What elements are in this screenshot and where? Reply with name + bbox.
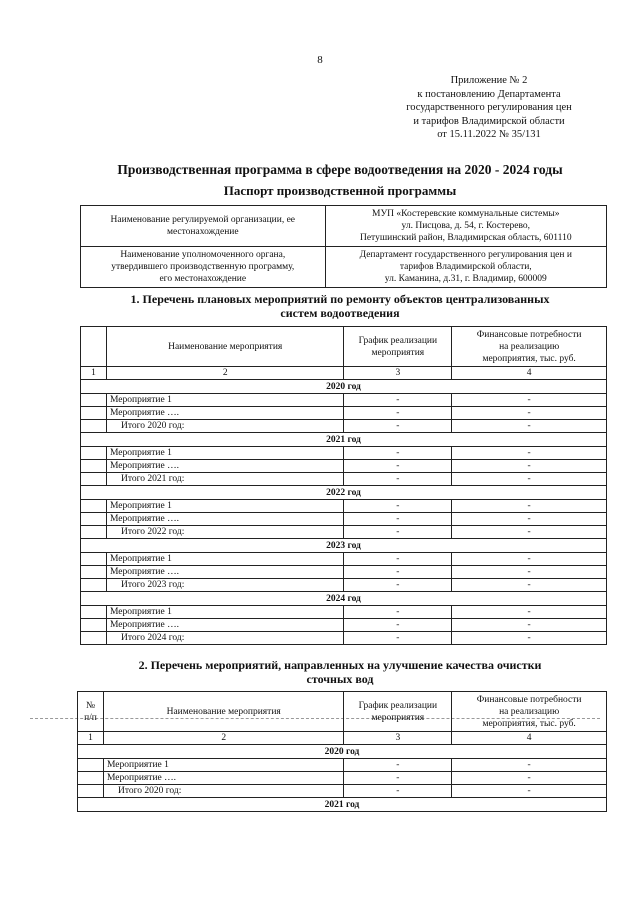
section1-measure-name: Мероприятие …. (106, 407, 343, 420)
section2-year-row (78, 798, 607, 812)
section2-column-number: 3 (344, 732, 452, 745)
section1-total-name: Итого 2024 год: (106, 632, 343, 645)
section1-measure-row (81, 447, 607, 460)
section1-measure-num (81, 553, 107, 566)
section1-year-label: 2021 год (81, 433, 607, 447)
section1-total-schedule: - (344, 420, 452, 433)
section1-measure-schedule: - (344, 394, 452, 407)
passport-value-line: ул. Каманина, д.31, г. Владимир, 600009 (384, 274, 547, 284)
section1-header-finance (452, 327, 607, 367)
passport-value-line: ул. Писцова, д. 54, г. Костерево, (401, 221, 531, 231)
section2-year-label: 2021 год (78, 798, 607, 812)
section1-measure-finance: - (452, 606, 607, 619)
section1-year-row (81, 433, 607, 447)
section1-measure-row (81, 460, 607, 473)
section2-header-schedule-line: График реализации (358, 700, 438, 711)
section2-header-row (78, 692, 607, 732)
section1-header-finance-line: Финансовые потребности (476, 329, 582, 340)
section1-total-num (81, 526, 107, 539)
section2-header-finance-line: мероприятия, тыс. руб. (482, 718, 576, 729)
section2-title (0, 658, 640, 686)
section1-column-number: 2 (106, 367, 343, 380)
section1-total-schedule: - (344, 526, 452, 539)
section1-total-num (81, 632, 107, 645)
section1-measure-num (81, 606, 107, 619)
section1-measure-row (81, 500, 607, 513)
section1-year-row (81, 539, 607, 553)
section1-measure-schedule: - (344, 500, 452, 513)
section1-measure-schedule: - (344, 606, 452, 619)
section1-total-name: Итого 2021 год: (106, 473, 343, 486)
section1-measure-name: Мероприятие …. (106, 513, 343, 526)
section1-year-row (81, 486, 607, 500)
section2-header-finance (452, 692, 607, 732)
appendix-line: к постановлению Департамента (417, 88, 561, 100)
section2-header-finance-line: Финансовые потребности (476, 694, 582, 705)
section1-measure-finance: - (452, 513, 607, 526)
section1-total-row (81, 632, 607, 645)
section1-measure-row (81, 553, 607, 566)
passport-row (81, 247, 607, 288)
section1-measure-name: Мероприятие …. (106, 566, 343, 579)
section2-header-name: Наименование мероприятия (103, 692, 343, 732)
section2-column-number: 2 (103, 732, 343, 745)
section2-measure-row (78, 772, 607, 785)
section1-measure-name: Мероприятие 1 (106, 606, 343, 619)
section1-measure-schedule: - (344, 553, 452, 566)
section1-measure-finance: - (452, 619, 607, 632)
section1-measure-name: Мероприятие …. (106, 619, 343, 632)
section1-total-num (81, 579, 107, 592)
section1-column-number: 4 (452, 367, 607, 380)
passport-value-line: тарифов Владимирской области, (399, 262, 532, 272)
section1-total-finance: - (452, 473, 607, 486)
section1-total-row (81, 579, 607, 592)
section1-measure-row (81, 513, 607, 526)
page-number: 8 (317, 54, 323, 66)
section1-total-row (81, 420, 607, 433)
passport-title: Паспорт производственной программы (223, 183, 457, 198)
section1-measure-num (81, 566, 107, 579)
section1-measure-num (81, 394, 107, 407)
section1-measure-finance: - (452, 500, 607, 513)
section1-year-row (81, 380, 607, 394)
section2-total-schedule: - (344, 785, 452, 798)
section2-total-num (78, 785, 104, 798)
section1-total-name: Итого 2020 год: (106, 420, 343, 433)
section1-year-row (81, 592, 607, 606)
section2-total-finance: - (452, 785, 607, 798)
section1-measure-name: Мероприятие 1 (106, 500, 343, 513)
section2-measure-finance: - (452, 772, 607, 785)
section1-header-name: Наименование мероприятия (106, 327, 343, 367)
section1-measure-num (81, 447, 107, 460)
section1-total-name: Итого 2023 год: (106, 579, 343, 592)
section1-header-schedule-line: График реализации (358, 335, 438, 346)
section1-total-num (81, 420, 107, 433)
section2-header-schedule-line: мероприятия (371, 712, 425, 723)
section2-title-line: сточных вод (306, 672, 374, 686)
passport-label-line: Наименование регулируемой организации, ее (110, 215, 295, 225)
section1-header-schedule-line: мероприятия (371, 347, 425, 358)
section2-measure-schedule: - (344, 772, 452, 785)
section2-measure-row (78, 759, 607, 772)
section1-measure-row (81, 566, 607, 579)
section2-header-num (78, 692, 104, 732)
section1-measure-row (81, 407, 607, 420)
section2-column-numbers-row (78, 732, 607, 745)
section1-header-schedule (344, 327, 452, 367)
section1-table (80, 326, 607, 645)
section1-measure-finance: - (452, 566, 607, 579)
section1-measure-finance: - (452, 460, 607, 473)
passport-value-line: Департамент государственного регулирования цен и (359, 250, 572, 260)
section1-measure-name: Мероприятие 1 (106, 394, 343, 407)
section2-measure-name: Мероприятие …. (103, 772, 343, 785)
section2-total-row (78, 785, 607, 798)
passport-label-line: местонахождение (166, 227, 239, 237)
section2-column-number: 1 (78, 732, 104, 745)
section1-title-line: 1. Перечень плановых мероприятий по ремонту объектов централизованных (130, 292, 550, 306)
section1-total-name: Итого 2022 год: (106, 526, 343, 539)
passport-value (325, 206, 606, 247)
section2-header-num-line: п/п (84, 712, 97, 723)
section1-measure-num (81, 513, 107, 526)
section1-measure-schedule: - (344, 566, 452, 579)
section1-measure-finance: - (452, 553, 607, 566)
section1-year-label: 2020 год (81, 380, 607, 394)
section1-measure-schedule: - (344, 619, 452, 632)
section1-measure-finance: - (452, 447, 607, 460)
section1-total-row (81, 526, 607, 539)
section2-table (77, 691, 607, 812)
section2-total-name: Итого 2020 год: (103, 785, 343, 798)
section1-measure-num (81, 500, 107, 513)
appendix-block (384, 74, 594, 142)
section1-measure-schedule: - (344, 513, 452, 526)
section1-measure-schedule: - (344, 447, 452, 460)
section1-total-schedule: - (344, 473, 452, 486)
section1-measure-row (81, 394, 607, 407)
appendix-line: Приложение № 2 (450, 75, 528, 86)
section1-measure-row (81, 619, 607, 632)
passport-table (80, 205, 607, 288)
section1-header-finance-line: на реализацию (499, 341, 560, 352)
section1-total-schedule: - (344, 632, 452, 645)
section1-measure-num (81, 460, 107, 473)
section1-header-row (81, 327, 607, 367)
section2-header-finance-line: на реализацию (499, 706, 560, 717)
section1-total-schedule: - (344, 579, 452, 592)
section1-measure-name: Мероприятие 1 (106, 553, 343, 566)
section2-header-num-line: № (85, 700, 96, 711)
section1-header-finance-line: мероприятия, тыс. руб. (482, 353, 576, 364)
section1-year-label: 2023 год (81, 539, 607, 553)
section1-total-num (81, 473, 107, 486)
section2-title-line: 2. Перечень мероприятий, направленных на улучшение качества очистки (138, 658, 542, 672)
appendix-line: и тарифов Владимирской области (413, 115, 565, 127)
appendix-line: от 15.11.2022 № 35/131 (437, 129, 541, 140)
section1-total-finance: - (452, 632, 607, 645)
section1-title-line: систем водоотведения (280, 306, 400, 320)
passport-label (81, 247, 326, 288)
section1-measure-num (81, 619, 107, 632)
section2-measure-schedule: - (344, 759, 452, 772)
passport-value-line: Петушинский район, Владимирская область, 601110 (359, 233, 572, 243)
section2-column-number: 4 (452, 732, 607, 745)
section1-measure-name: Мероприятие …. (106, 460, 343, 473)
section2-measure-num (78, 772, 104, 785)
main-title: Производственная программа в сфере водоотведения на 2020 - 2024 годы (117, 162, 563, 177)
section1-column-number: 1 (81, 367, 107, 380)
section1-measure-num (81, 407, 107, 420)
section1-total-finance: - (452, 579, 607, 592)
section1-year-label: 2022 год (81, 486, 607, 500)
section1-measure-finance: - (452, 407, 607, 420)
section1-title (0, 292, 640, 320)
section1-total-finance: - (452, 420, 607, 433)
passport-label (81, 206, 326, 247)
section1-measure-name: Мероприятие 1 (106, 447, 343, 460)
section2-measure-name: Мероприятие 1 (103, 759, 343, 772)
section2-year-row (78, 745, 607, 759)
section1-measure-schedule: - (344, 460, 452, 473)
section1-header-num (81, 327, 107, 367)
section2-header-schedule (344, 692, 452, 732)
section1-column-numbers-row (81, 367, 607, 380)
passport-label-line: утвердившего производственную программу, (111, 262, 295, 272)
passport-label-line: его местонахождение (159, 274, 247, 284)
passport-value (325, 247, 606, 288)
section1-measure-schedule: - (344, 407, 452, 420)
appendix-line: государственного регулирования цен (406, 102, 572, 113)
section2-year-label: 2020 год (78, 745, 607, 759)
section1-column-number: 3 (344, 367, 452, 380)
section2-measure-finance: - (452, 759, 607, 772)
section1-year-label: 2024 год (81, 592, 607, 606)
passport-label-line: Наименование уполномоченного органа, (120, 250, 286, 260)
section2-measure-num (78, 759, 104, 772)
passport-row (81, 206, 607, 247)
section1-measure-row (81, 606, 607, 619)
section1-total-finance: - (452, 526, 607, 539)
section1-total-row (81, 473, 607, 486)
passport-value-line: МУП «Костеревские коммунальные системы» (372, 209, 560, 219)
section1-measure-finance: - (452, 394, 607, 407)
